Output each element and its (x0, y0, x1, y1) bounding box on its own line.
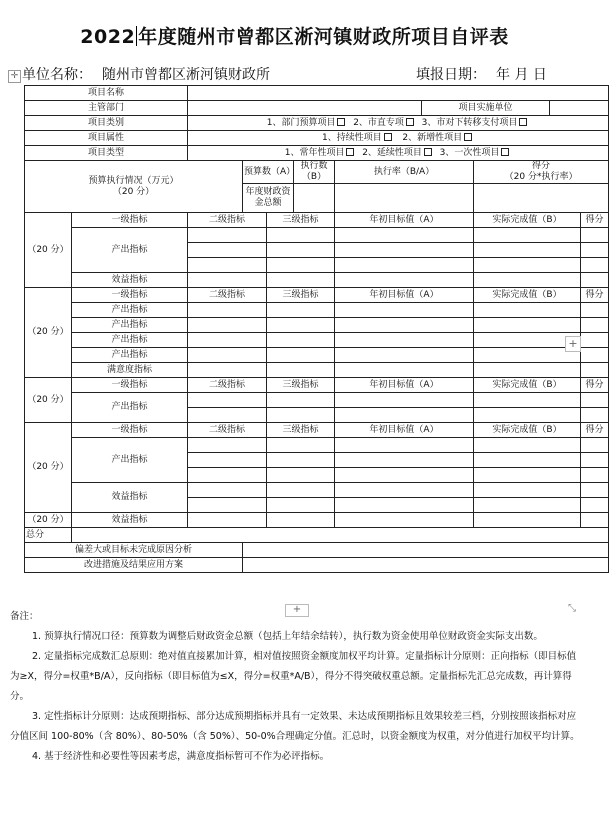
level2-header: 二级指标 (188, 378, 267, 393)
cell[interactable] (335, 228, 474, 243)
table-row (25, 393, 609, 408)
cell[interactable] (267, 333, 335, 348)
option-label: 1、常年性项目 (284, 147, 345, 158)
note-1: 1. 预算执行情况口径：预算数为调整后财政资金总额（包括上年结余结转），执行数为资金使用单位财政资金实际支出数。 (32, 631, 543, 642)
attr-options (188, 131, 609, 146)
budget-score-text: （20 分） (112, 186, 155, 197)
cell[interactable] (267, 513, 335, 528)
cell[interactable] (267, 228, 335, 243)
level3-header: 三级指标 (267, 288, 335, 303)
section-score: （20 分） (25, 213, 72, 288)
cell[interactable] (474, 498, 581, 513)
improve-field[interactable] (243, 558, 609, 573)
actual-header: 实际完成值（B） (474, 378, 581, 393)
table-row (25, 318, 609, 333)
category-label: 项目类别 (25, 116, 188, 131)
option-label: 2、延续性项目 (362, 147, 422, 158)
note-3: 3. 定性指标计分原则：达成预期指标、部分达成预期指标并具有一定效果、未达成预期指标且效果较差三档，分别按照该指标对应分值区间 100-80%（含 80%）、80-50%（含 50%）、50-0%合理确定分值。汇总时，以资金额度为权重，对分值进行加权平均计算。 (10, 711, 580, 742)
benefit-indicator: 效益指标 (72, 483, 188, 513)
option-label: 1、部门预算项目 (266, 117, 336, 128)
level3-header: 三级指标 (267, 423, 335, 438)
table-row (25, 438, 609, 453)
table-row (25, 348, 609, 363)
note-2: 2. 定量指标完成数汇总原则：绝对值直接累加计算，相对值按照资金额度加权平均计算。定量指标计分原则：正向指标（即目标值为≥X，得分=权重*B/A），反向指标（即目标值为≤X，得分=权重*A/B），得分不得突破权重总额。定量指标先汇总完成数，再计算得分。 (10, 651, 577, 702)
cell[interactable] (474, 453, 581, 468)
cell[interactable] (267, 438, 335, 453)
level3-header: 三级指标 (267, 378, 335, 393)
table-row (25, 333, 609, 348)
score-field[interactable] (474, 184, 609, 213)
cell[interactable] (188, 483, 267, 498)
total-label: 总分 (25, 528, 72, 543)
score-formula: （20 分*执行率） (504, 172, 578, 182)
cell[interactable] (188, 513, 267, 528)
category-options (188, 116, 609, 131)
cell[interactable] (267, 243, 335, 258)
cell[interactable] (581, 318, 609, 333)
unit-value: 随州市曾都区淅河镇财政所 (102, 67, 270, 83)
unit-line (22, 64, 270, 84)
date-line (416, 64, 547, 84)
cell[interactable] (335, 483, 474, 498)
impl-unit-label: 项目实施单位 (422, 101, 550, 116)
cell[interactable] (188, 333, 267, 348)
resize-handle-icon[interactable]: ⤡ (568, 603, 576, 614)
cell[interactable] (581, 348, 609, 363)
benefit-indicator: 效益指标 (72, 273, 188, 288)
cell[interactable] (474, 438, 581, 453)
cell[interactable] (267, 393, 335, 408)
cell[interactable] (581, 393, 609, 408)
cell[interactable] (581, 363, 609, 378)
cell[interactable] (188, 348, 267, 363)
cell[interactable] (474, 393, 581, 408)
actual-header: 实际完成值（B） (474, 288, 581, 303)
notes-heading: 备注： (10, 611, 39, 622)
dept-field[interactable] (188, 101, 422, 116)
table-row (25, 86, 609, 101)
output-indicator: 产出指标 (72, 438, 188, 483)
cell[interactable] (335, 468, 474, 483)
output-indicator: 产出指标 (72, 318, 188, 333)
type-label: 项目类型 (25, 146, 188, 161)
table-row (25, 288, 609, 303)
title-text: 年度随州市曾都区淅河镇财政所项目自评表 (138, 26, 509, 48)
cell[interactable] (188, 453, 267, 468)
cell[interactable] (188, 408, 267, 423)
checkbox[interactable] (501, 148, 509, 156)
table-row (25, 378, 609, 393)
cell[interactable] (335, 363, 474, 378)
dept-label: 主管部门 (25, 101, 188, 116)
cell[interactable] (581, 438, 609, 453)
cell[interactable] (188, 258, 267, 273)
output-indicator: 产出指标 (72, 348, 188, 363)
cell[interactable] (474, 483, 581, 498)
score-header: 得分 (581, 423, 609, 438)
add-row-icon[interactable]: + (285, 604, 309, 617)
cell[interactable] (267, 453, 335, 468)
cell[interactable] (335, 273, 474, 288)
target-header: 年初目标值（A） (335, 423, 474, 438)
checkbox[interactable] (346, 148, 354, 156)
table-row (25, 228, 609, 243)
cell[interactable] (267, 498, 335, 513)
table-row (25, 213, 609, 228)
table-row (25, 161, 609, 184)
improve-label: 改进措施及结果应用方案 (25, 558, 243, 573)
cell[interactable] (474, 363, 581, 378)
cell[interactable] (474, 228, 581, 243)
section-score: （20 分） (25, 288, 72, 378)
cell[interactable] (335, 318, 474, 333)
output-indicator: 产出指标 (72, 393, 188, 423)
cell[interactable] (474, 468, 581, 483)
impl-unit-field[interactable] (550, 101, 609, 116)
table-row (25, 423, 609, 438)
cell[interactable] (267, 318, 335, 333)
section-score: （20 分） (25, 423, 72, 513)
level1-header: 一级指标 (72, 378, 188, 393)
cell[interactable] (335, 393, 474, 408)
output-indicator: 产出指标 (72, 303, 188, 318)
page-title (0, 22, 589, 49)
level1-header: 一级指标 (72, 423, 188, 438)
table-row (25, 146, 609, 161)
attr-label: 项目属性 (25, 131, 188, 146)
cell[interactable] (335, 258, 474, 273)
table-row (25, 273, 609, 288)
cell[interactable] (188, 273, 267, 288)
cell[interactable] (188, 318, 267, 333)
level2-header: 二级指标 (188, 288, 267, 303)
date-value: 年 月 日 (496, 67, 547, 83)
cell[interactable] (474, 273, 581, 288)
budget-col-header: 预算数（A） (243, 161, 294, 184)
benefit-indicator: 效益指标 (72, 513, 188, 528)
option-label: 1、持续性项目 (322, 132, 382, 143)
cell[interactable] (474, 258, 581, 273)
table-row (25, 483, 609, 498)
cell[interactable] (188, 243, 267, 258)
level2-header: 二级指标 (188, 423, 267, 438)
table-row (25, 116, 609, 131)
exec-col-header: 执行数（B） (294, 161, 335, 184)
table-row (25, 558, 609, 573)
score-header: 得分 (581, 288, 609, 303)
cell[interactable] (581, 273, 609, 288)
cell[interactable] (335, 453, 474, 468)
cell[interactable] (335, 498, 474, 513)
cell[interactable] (267, 468, 335, 483)
cell[interactable] (581, 453, 609, 468)
add-column-icon[interactable]: + (565, 336, 581, 352)
satisfaction-indicator: 满意度指标 (72, 363, 188, 378)
level1-header: 一级指标 (72, 213, 188, 228)
fin-funds-label: 年度财政资金总额 (243, 184, 294, 213)
table-row (25, 101, 609, 116)
cell[interactable] (335, 408, 474, 423)
checkbox[interactable] (519, 118, 527, 126)
cell[interactable] (335, 243, 474, 258)
rate-field[interactable] (335, 184, 474, 213)
target-header: 年初目标值（A） (335, 288, 474, 303)
budget-label-text: 预算执行情况（万元） (88, 175, 179, 186)
output-indicator: 产出指标 (72, 228, 188, 273)
actual-header: 实际完成值（B） (474, 423, 581, 438)
title-year: 2022 (80, 26, 136, 48)
actual-header: 实际完成值（B） (474, 213, 581, 228)
cell[interactable] (188, 498, 267, 513)
checkbox[interactable] (337, 118, 345, 126)
cell[interactable] (335, 348, 474, 363)
unit-label: 单位名称： (22, 67, 92, 83)
level2-header: 二级指标 (188, 213, 267, 228)
cell[interactable] (267, 258, 335, 273)
table-row (25, 131, 609, 146)
table-move-handle-icon[interactable]: ✛ (8, 70, 21, 83)
cell[interactable] (267, 303, 335, 318)
cell[interactable] (267, 348, 335, 363)
option-label: 2、市直专项 (353, 117, 404, 128)
table-row (25, 543, 609, 558)
cell[interactable] (581, 513, 609, 528)
cell[interactable] (581, 408, 609, 423)
cell[interactable] (581, 258, 609, 273)
cell[interactable] (474, 408, 581, 423)
cell[interactable] (474, 513, 581, 528)
score-header: 得分 (581, 378, 609, 393)
cell[interactable] (474, 243, 581, 258)
cell[interactable] (335, 438, 474, 453)
cell[interactable] (188, 393, 267, 408)
score-col-header (474, 161, 609, 184)
evaluation-table (24, 85, 609, 573)
cell[interactable] (335, 513, 474, 528)
checkbox[interactable] (406, 118, 414, 126)
checkbox[interactable] (384, 133, 392, 141)
cell[interactable] (581, 468, 609, 483)
cell[interactable] (474, 303, 581, 318)
cell[interactable] (267, 363, 335, 378)
output-indicator: 产出指标 (72, 333, 188, 348)
cell[interactable] (335, 333, 474, 348)
table-row (25, 303, 609, 318)
cell[interactable] (474, 318, 581, 333)
cell[interactable] (188, 228, 267, 243)
cell[interactable] (581, 228, 609, 243)
section-score: （20 分） (25, 378, 72, 423)
cell[interactable] (188, 303, 267, 318)
level3-header: 三级指标 (267, 213, 335, 228)
level1-header: 一级指标 (72, 288, 188, 303)
date-label: 填报日期： (416, 67, 486, 83)
checkbox[interactable] (464, 133, 472, 141)
table-row (25, 363, 609, 378)
cell[interactable] (581, 303, 609, 318)
type-options (188, 146, 609, 161)
cell[interactable] (188, 468, 267, 483)
cell[interactable] (581, 243, 609, 258)
budget-amount-field[interactable] (294, 184, 335, 213)
budget-label (25, 161, 243, 213)
table-row (25, 513, 609, 528)
option-label: 3、市对下转移支付项目 (421, 117, 518, 128)
notes-section (10, 607, 580, 767)
cell[interactable] (335, 303, 474, 318)
score-label: 得分 (532, 161, 551, 171)
option-label: 2、新增性项目 (402, 132, 463, 143)
section-score: （20 分） (25, 513, 72, 528)
total-field[interactable] (72, 528, 609, 543)
cell[interactable] (267, 483, 335, 498)
rate-col-header: 执行率（B/A） (335, 161, 474, 184)
checkbox[interactable] (424, 148, 432, 156)
score-header: 得分 (581, 213, 609, 228)
project-name-label: 项目名称 (25, 86, 188, 101)
cell[interactable] (188, 438, 267, 453)
cell[interactable] (581, 333, 609, 348)
cell[interactable] (581, 498, 609, 513)
target-header: 年初目标值（A） (335, 378, 474, 393)
cell[interactable] (267, 408, 335, 423)
cell[interactable] (188, 363, 267, 378)
deviation-label: 偏差大或目标未完成原因分析 (25, 543, 243, 558)
deviation-field[interactable] (243, 543, 609, 558)
note-4: 4. 基于经济性和必要性等因素考虑，满意度指标暂可不作为必评指标。 (32, 751, 330, 762)
option-label: 3、一次性项目 (439, 147, 500, 158)
cell[interactable] (267, 273, 335, 288)
table-row (25, 528, 609, 543)
cell[interactable] (581, 483, 609, 498)
target-header: 年初目标值（A） (335, 213, 474, 228)
project-name-field[interactable] (188, 86, 609, 101)
